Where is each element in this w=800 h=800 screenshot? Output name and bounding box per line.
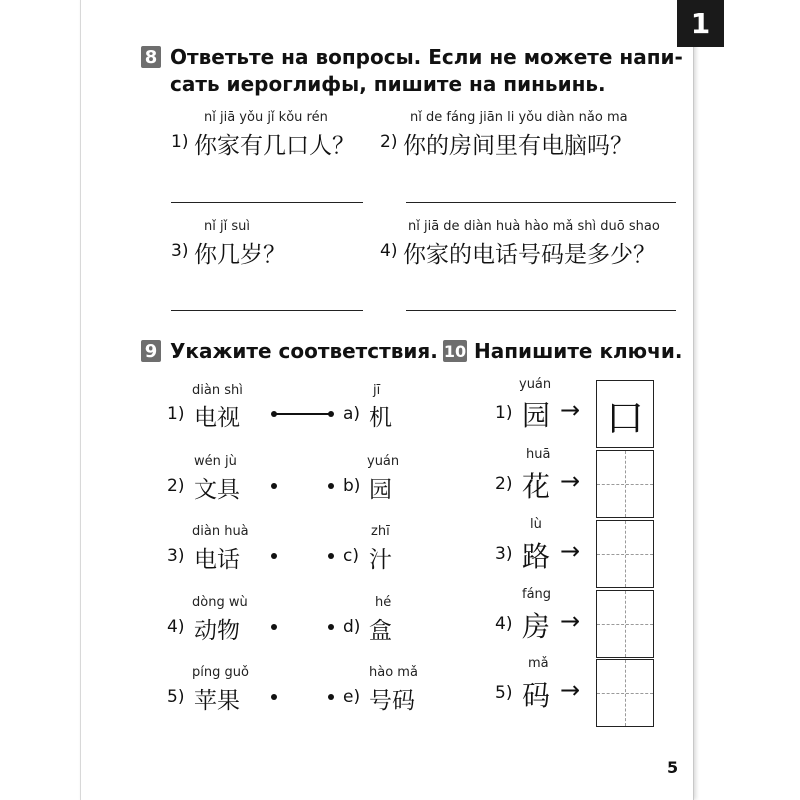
match-left-3-dot[interactable] <box>271 553 277 559</box>
match-left-5-text: 苹果 <box>194 688 240 714</box>
answer-line-1[interactable] <box>171 202 363 203</box>
match-right-c-pinyin: zhī <box>371 524 390 539</box>
match-left-1-number: 1) <box>167 404 185 424</box>
grid-guide-horizontal <box>597 693 653 694</box>
question-2-pinyin: nǐ de fáng jiān li yǒu diàn nǎo ma <box>410 110 628 125</box>
match-right-a-pinyin: jī <box>373 383 381 398</box>
radical-3-character: 路 <box>522 540 551 573</box>
grid-guide-horizontal <box>597 624 653 625</box>
match-left-5-pinyin: píng guǒ <box>192 665 249 680</box>
match-left-3-number: 3) <box>167 546 185 566</box>
match-left-2-number: 2) <box>167 476 185 496</box>
radical-5-character: 码 <box>522 679 551 712</box>
match-right-e-pinyin: hào mǎ <box>369 665 418 680</box>
match-right-b-text: 园 <box>369 477 392 503</box>
radical-2-pinyin: huā <box>526 447 551 462</box>
arrow-right-icon: → <box>560 396 581 424</box>
radical-4-character: 房 <box>522 610 551 643</box>
match-right-d-letter: d) <box>343 617 361 637</box>
question-1-number: 1) <box>171 132 189 152</box>
match-left-1-text: 电视 <box>194 405 240 431</box>
exercise-8-title-line2: сать иероглифы, пишите на пиньинь. <box>170 72 606 96</box>
arrow-right-icon: → <box>560 676 581 704</box>
radical-1-pinyin: yuán <box>519 377 552 392</box>
radical-1-character: 园 <box>522 399 551 432</box>
match-right-a-letter: a) <box>343 404 361 424</box>
question-2-number: 2) <box>380 132 398 152</box>
question-4-number: 4) <box>380 241 398 261</box>
match-right-e-text: 号码 <box>369 688 415 714</box>
match-right-b-letter: b) <box>343 476 361 496</box>
radical-answer-box-4[interactable] <box>596 590 654 658</box>
question-3-text: 你几岁？ <box>194 242 286 268</box>
radical-2-number: 2) <box>495 474 513 494</box>
match-left-2-text: 文具 <box>194 477 240 503</box>
question-3-number: 3) <box>171 241 189 261</box>
question-3-pinyin: nǐ jǐ suì <box>204 219 250 234</box>
exercise-10-number: 10 <box>443 341 467 361</box>
match-right-e-dot[interactable] <box>328 694 334 700</box>
radical-5-number: 5) <box>495 683 513 703</box>
exercise-9-number: 9 <box>141 340 161 362</box>
match-right-b-pinyin: yuán <box>367 454 400 469</box>
match-left-4-text: 动物 <box>194 618 240 644</box>
match-left-4-pinyin: dòng wù <box>192 595 248 610</box>
radical-answer-box-1[interactable] <box>596 380 654 448</box>
question-4-pinyin: nǐ jiā de diàn huà hào mǎ shì duō shao <box>408 219 660 234</box>
exercise-8-title-line1: Ответьте на вопросы. Если не можете напи- <box>170 45 683 69</box>
unit-number-badge: 1 <box>677 0 724 47</box>
match-right-d-text: 盒 <box>369 618 392 644</box>
match-right-c-text: 汁 <box>369 547 392 573</box>
answer-line-2[interactable] <box>406 202 676 203</box>
match-right-a-dot[interactable] <box>328 411 334 417</box>
match-left-2-dot[interactable] <box>271 483 277 489</box>
match-right-d-pinyin: hé <box>375 595 392 610</box>
match-right-e-letter: e) <box>343 687 361 707</box>
radical-1-answer: 口 <box>605 395 644 440</box>
match-left-3-text: 电话 <box>194 547 240 573</box>
match-left-5-dot[interactable] <box>271 694 277 700</box>
grid-guide-horizontal <box>597 484 653 485</box>
grid-guide-horizontal <box>597 554 653 555</box>
match-connection-line <box>274 413 330 415</box>
match-right-c-letter: c) <box>343 546 359 566</box>
question-1-text: 你家有几口人？ <box>194 133 355 159</box>
match-left-2-pinyin: wén jù <box>194 454 237 469</box>
question-1-pinyin: nǐ jiā yǒu jǐ kǒu rén <box>204 110 328 125</box>
radical-answer-box-2[interactable] <box>596 450 654 518</box>
question-2-text: 你的房间里有电脑吗？ <box>403 133 633 159</box>
match-right-d-dot[interactable] <box>328 624 334 630</box>
match-left-1-pinyin: diàn shì <box>192 383 243 398</box>
answer-line-3[interactable] <box>171 310 363 311</box>
radical-2-character: 花 <box>522 470 551 503</box>
match-right-a-text: 机 <box>369 405 392 431</box>
arrow-right-icon: → <box>560 607 581 635</box>
radical-5-pinyin: mǎ <box>528 656 549 671</box>
match-right-c-dot[interactable] <box>328 553 334 559</box>
radical-1-number: 1) <box>495 403 513 423</box>
match-left-3-pinyin: diàn huà <box>192 524 249 539</box>
exercise-9-title: Укажите соответствия. <box>170 339 438 363</box>
radical-3-pinyin: lù <box>530 517 542 532</box>
match-right-b-dot[interactable] <box>328 483 334 489</box>
arrow-right-icon: → <box>560 467 581 495</box>
question-4-text: 你家的电话号码是多少？ <box>403 242 656 268</box>
exercise-8-number: 8 <box>141 46 161 68</box>
answer-line-4[interactable] <box>406 310 676 311</box>
match-left-4-number: 4) <box>167 617 185 637</box>
radical-answer-box-5[interactable] <box>596 659 654 727</box>
page-number: 5 <box>667 758 679 777</box>
radical-answer-box-3[interactable] <box>596 520 654 588</box>
match-left-4-dot[interactable] <box>271 624 277 630</box>
radical-4-number: 4) <box>495 614 513 634</box>
exercise-10-title: Напишите ключи. <box>474 339 683 363</box>
radical-3-number: 3) <box>495 544 513 564</box>
arrow-right-icon: → <box>560 537 581 565</box>
match-left-5-number: 5) <box>167 687 185 707</box>
radical-4-pinyin: fáng <box>522 587 552 602</box>
